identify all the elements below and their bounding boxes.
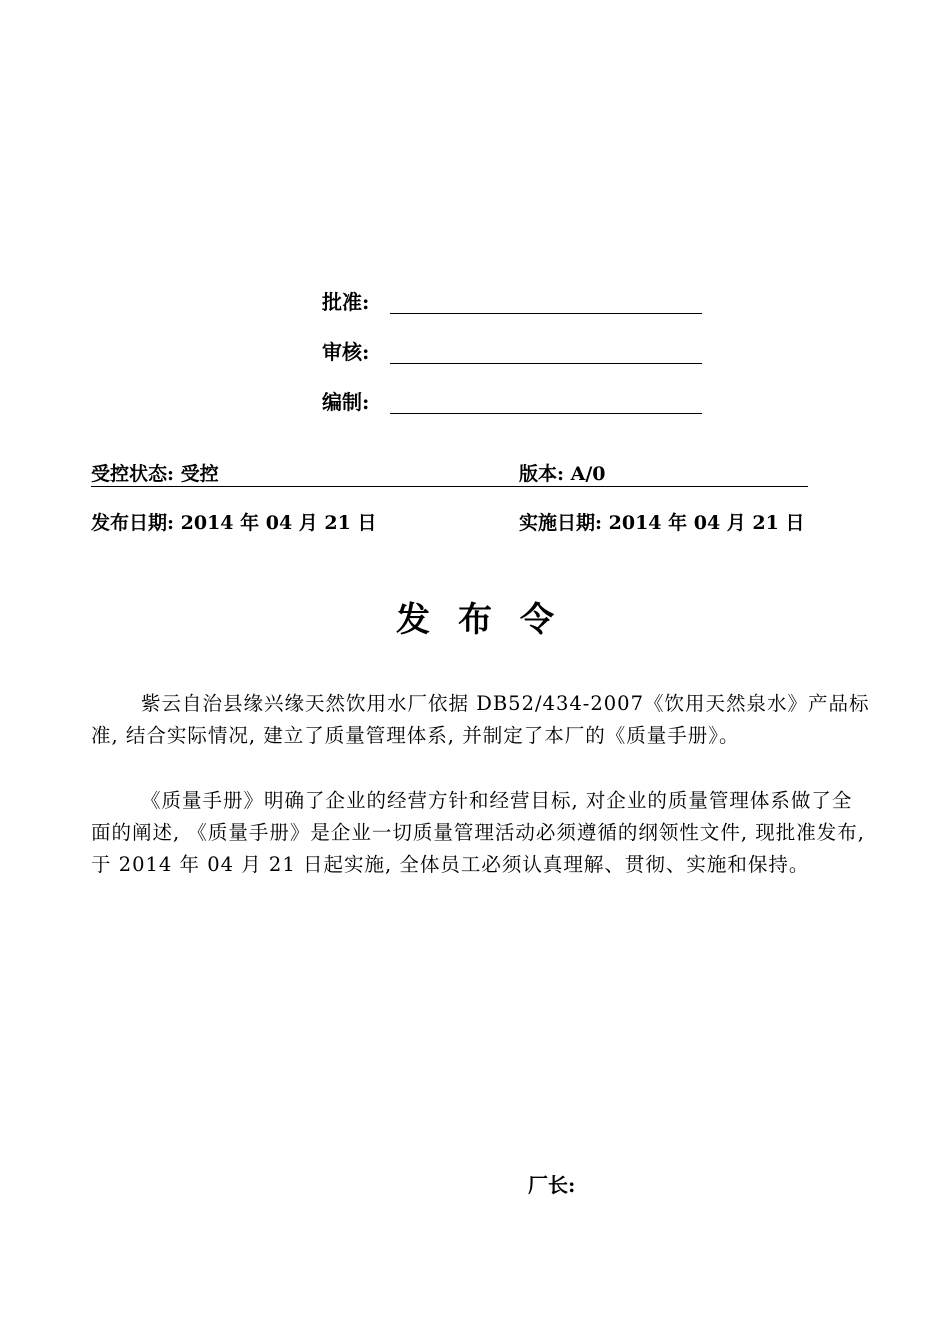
control-status: 受控状态: 受控 — [91, 463, 219, 485]
prepare-label: 编制: — [322, 390, 370, 414]
approve-row — [322, 284, 702, 314]
review-label: 审核: — [322, 340, 370, 364]
approve-signature-line — [390, 291, 702, 314]
body-paragraph-2: 《质量手册》明确了企业的经营方针和经营目标, 对企业的质量管理体系做了全面的阐述, 《质量手册》是企业一切质量管理活动必须遵循的纲领性文件, 现批准发布, 于 2014 年 04 月 21 日起实施, 全体员工必须认真理解、贯彻、实施和保持。 — [91, 789, 865, 876]
prepare-row — [322, 384, 702, 414]
review-row — [322, 334, 702, 364]
status-row — [91, 462, 808, 487]
review-signature-line — [390, 341, 702, 364]
page-title: 发布令 — [396, 600, 582, 640]
implement-date: 实施日期: 2014 年 04 月 21 日 — [519, 512, 805, 534]
approve-label: 批准: — [322, 290, 370, 314]
director-label: 厂长: — [528, 1173, 576, 1197]
prepare-signature-line — [390, 391, 702, 414]
publish-date: 发布日期: 2014 年 04 月 21 日 — [91, 512, 377, 534]
body-paragraph-1: 紫云自治县缘兴缘天然饮用水厂依据 DB52/434-2007《饮用天然泉水》产品标准, 结合实际情况, 建立了质量管理体系, 并制定了本厂的《质量手册》。 — [91, 692, 870, 747]
version: 版本: A/0 — [519, 463, 606, 485]
